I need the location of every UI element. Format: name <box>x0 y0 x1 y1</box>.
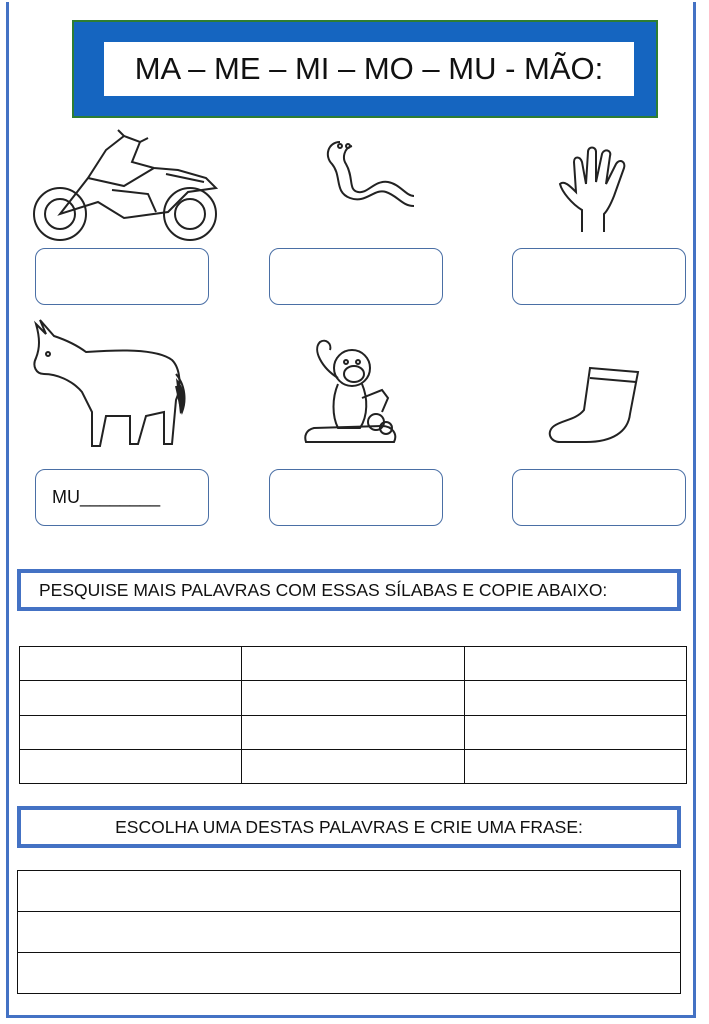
table-row <box>20 681 687 715</box>
answer-box-6[interactable] <box>512 469 686 526</box>
sentence-instruction: ESCOLHA UMA DESTAS PALAVRAS E CRIE UMA FRASE: <box>17 806 681 848</box>
table-cell[interactable] <box>242 749 464 783</box>
answer-box-2[interactable] <box>269 248 443 305</box>
writing-line[interactable] <box>18 871 680 912</box>
answer-box-1[interactable] <box>35 248 209 305</box>
table-cell[interactable] <box>20 681 242 715</box>
worm-icon <box>322 134 418 214</box>
table-cell[interactable] <box>20 647 242 681</box>
table-cell[interactable] <box>464 681 686 715</box>
hand-icon <box>558 146 636 236</box>
table-cell[interactable] <box>242 647 464 681</box>
table-row <box>20 749 687 783</box>
sock-icon <box>546 364 642 444</box>
monkey-icon <box>302 338 398 448</box>
words-table <box>19 646 687 784</box>
answer-box-3[interactable] <box>512 248 686 305</box>
table-row <box>20 647 687 681</box>
writing-line[interactable] <box>18 912 680 953</box>
table-cell[interactable] <box>464 715 686 749</box>
motorcycle-icon <box>28 128 223 244</box>
page-title: MA – ME – MI – MO – MU - MÃO: <box>104 42 634 96</box>
title-banner <box>72 20 658 118</box>
answer-box-4[interactable]: MU________ <box>35 469 209 526</box>
table-cell[interactable] <box>20 715 242 749</box>
research-instruction: PESQUISE MAIS PALAVRAS COM ESSAS SÍLABAS E COPIE ABAIXO: <box>17 569 681 611</box>
table-row <box>20 715 687 749</box>
table-cell[interactable] <box>464 749 686 783</box>
table-cell[interactable] <box>464 647 686 681</box>
donkey-icon <box>26 316 188 456</box>
table-cell[interactable] <box>242 715 464 749</box>
table-cell[interactable] <box>20 749 242 783</box>
table-cell[interactable] <box>242 681 464 715</box>
answer-box-5[interactable] <box>269 469 443 526</box>
writing-line[interactable] <box>18 953 680 994</box>
sentence-lines <box>17 870 681 994</box>
